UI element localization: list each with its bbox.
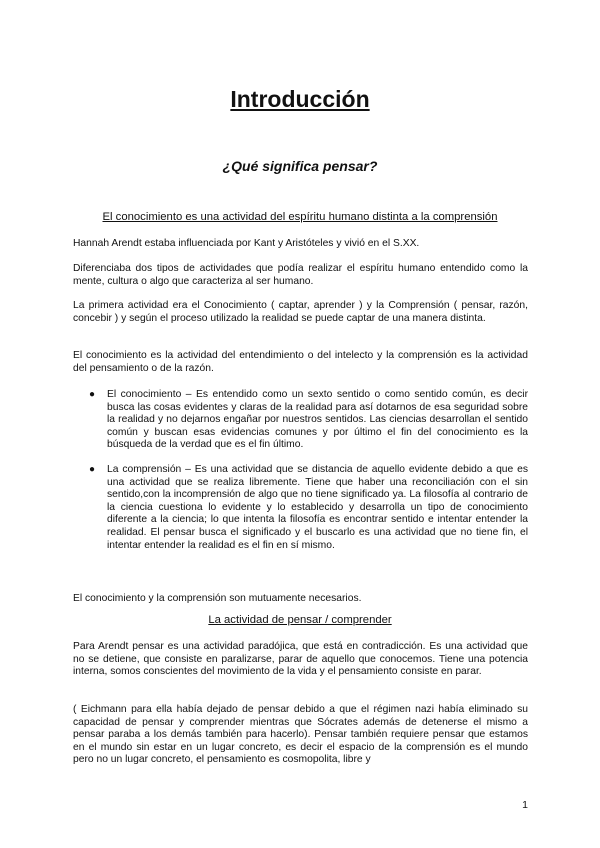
- paragraph-2: Diferenciaba dos tipos de actividades que podía realizar el espíritu humano entendido como la mente, cultura o algo que caracteriza al ser humano.: [73, 263, 528, 287]
- paragraph-4: El conocimiento es la actividad del entendimiento o del intelecto y la comprensión es la actividad del pensamiento o de la razón.: [73, 350, 528, 374]
- section2-paragraph-1: Para Arendt pensar es una actividad paradójica, que está en contradicción. Es una actividad que no se detiene, que consiste en paralizarse, parar de aquello que conocemos. Tiene una potencia interna, somos conscientes del movimiento de la vida y el pensamiento consiste en parar.: [73, 641, 528, 678]
- page-number: 1: [522, 799, 528, 811]
- conclusion-text: El conocimiento y la comprensión son mutuamente necesarios.: [73, 593, 362, 604]
- bullet-marker: ●: [89, 464, 96, 475]
- page-subtitle: ¿Qué significa pensar?: [222, 158, 378, 174]
- bullet-item-conocimiento: El conocimiento – Es entendido como un sexto sentido o como sentido común, es decir busca las cosas evidentes y claras de la realidad para así dotarnos de esa seguridad sobre la realidad y no dejarnos engañar por nuestros sentidos. Las ciencias desarrollan el sentido común y buscan esas evidencias comunes y por último el fin del conocimiento es la búsqueda de la verdad que es el fin último.: [107, 389, 528, 451]
- section2-paragraph-2: ( Eichmann para ella había dejado de pensar debido a que el régimen nazi había eliminado su capacidad de pensar y comprender mientras que Sócrates además de detenerse el mismo a pensar paraba a los demás también para hacerlo). Pensar también requiere pensar que estamos en el mundo sin estar en un lugar concreto, es decir el espacio de la comprensión es el mundo pero no un lugar concreto, el pensamiento es cosmopolita, libre y: [73, 704, 528, 766]
- paragraph-1: Hannah Arendt estaba influenciada por Kant y Aristóteles y vivió en el S.XX.: [73, 238, 420, 249]
- page-title: Introducción: [230, 86, 370, 112]
- bullet-marker: ●: [89, 389, 96, 400]
- bullet-item-comprension: La comprensión – Es una actividad que se distancia de aquello evidente debido a que es una actividad que se realiza libremente. Tiene que haber una reconciliación con el sin sentido,con la incomprensión de algo que no tiene significado ya. La filosofía al contrario de la ciencia cuestiona lo evidente y lo establecido y desarrolla un tipo de conocimiento diferente a la ciencia; lo que intenta la filosofía es encontrar sentido e intentar entender la realidad. El pensar busca el significado y el buscarlo es una actividad que no tiene fin, el intentar entender la realidad es el fin en sí mismo.: [107, 464, 528, 551]
- paragraph-3: La primera actividad era el Conocimiento ( captar, aprender ) y la Comprensión ( pensar, razón, concebir ) y según el proceso utilizado la realidad se puede captar de una manera distinta.: [73, 300, 528, 324]
- section1-heading: El conocimiento es una actividad del espíritu humano distinta a la comprensión: [102, 211, 498, 223]
- section2-heading: La actividad de pensar / comprender: [208, 614, 392, 626]
